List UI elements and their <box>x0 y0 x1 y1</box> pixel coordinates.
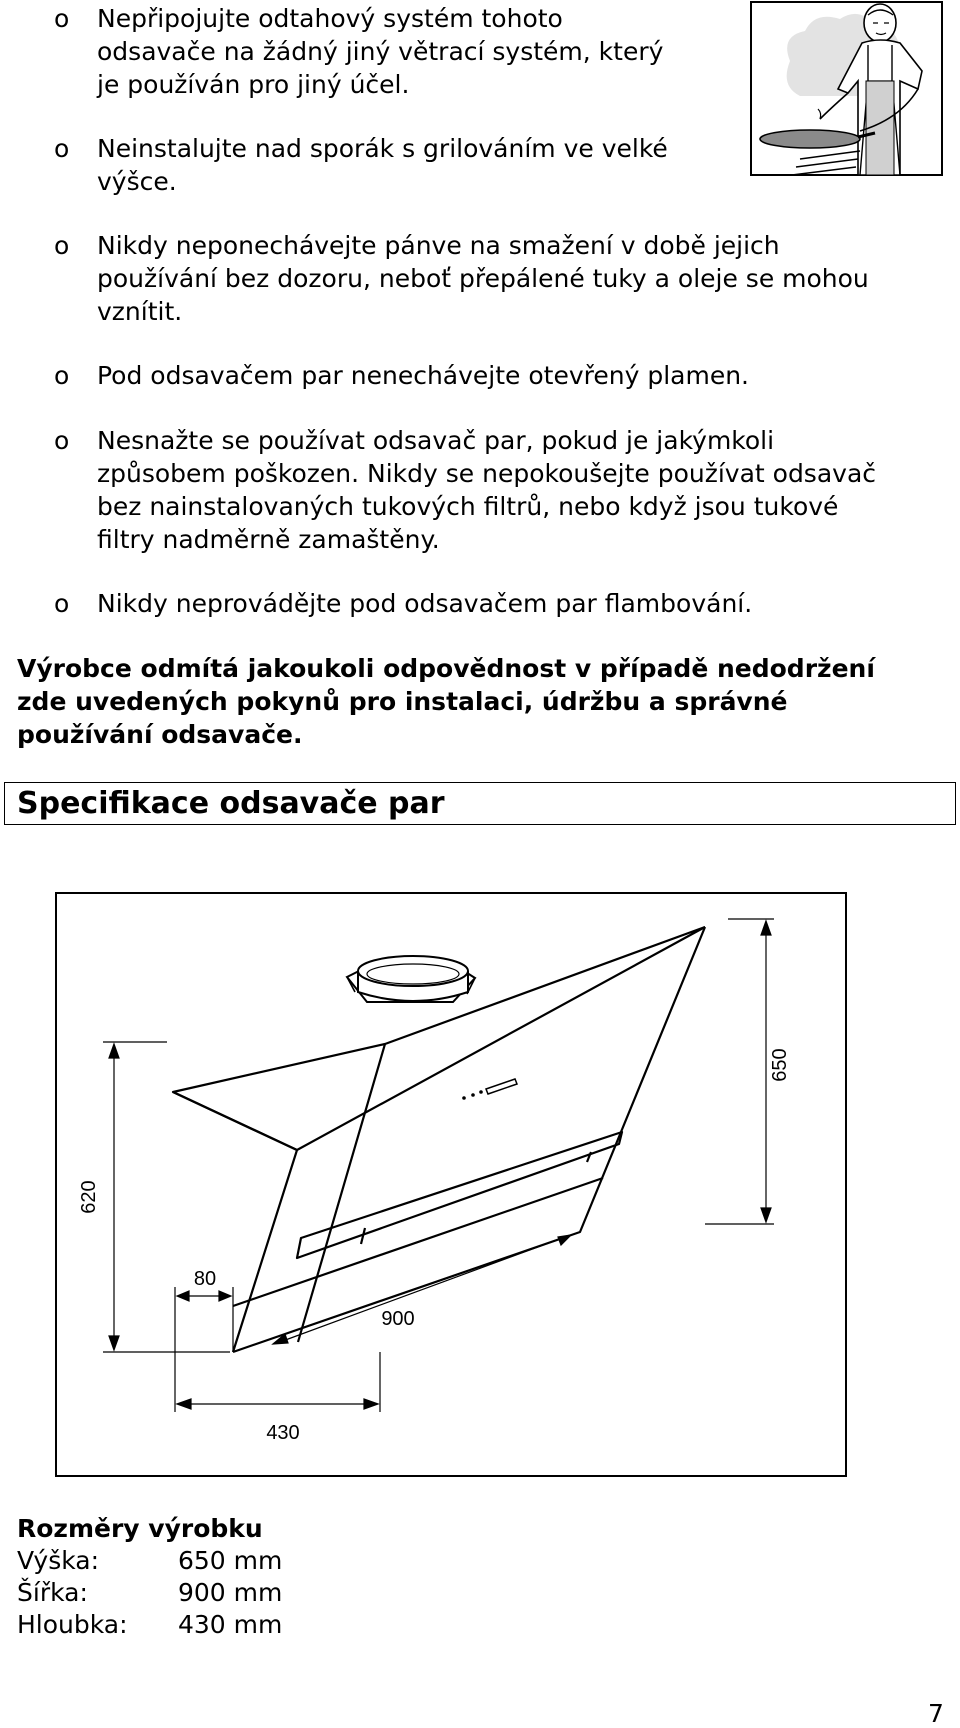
bullet-text: Nikdy neponechávejte pánve na smažení v době jejich používání bez dozoru, neboť přepálené tuky a oleje se mohou vznítit. <box>97 231 869 326</box>
cooker-hood-drawing <box>55 892 847 1477</box>
dim-label-height-front: 620 <box>78 1180 100 1214</box>
section-title: Specifikace odsavače par <box>17 786 445 821</box>
dimension-label: Výška: <box>17 1546 100 1575</box>
dimension-value: 430 mm <box>178 1610 283 1639</box>
bullet-text: Nesnažte se používat odsavač par, pokud je jakýmkoli způsobem poškozen. Nikdy se nepokoušejte používat odsavač bez nainstalovaných tukových filtrů, nebo když jsou tukové filtry nadměrně zamaštěny. <box>97 426 877 554</box>
cook-icon <box>750 1 943 176</box>
bullet-marker: o <box>54 589 70 618</box>
manufacturer-disclaimer: Výrobce odmítá jakoukoli odpovědnost v případě nedodržení zde uvedených pokynů pro instalaci, údržbu a správné používání odsavače. <box>17 654 875 749</box>
dimension-label: Šířka: <box>17 1578 88 1607</box>
product-dimensions <box>17 1512 282 1641</box>
bullet-marker: o <box>54 361 70 390</box>
section-header <box>4 782 956 825</box>
dimension-value: 650 mm <box>178 1546 283 1575</box>
bullet-marker: o <box>54 134 70 163</box>
cook-with-pan-illustration <box>750 1 943 176</box>
dimension-row <box>17 1609 282 1641</box>
dimension-value: 900 mm <box>178 1578 283 1607</box>
bullet-text: Nikdy neprovádějte pod odsavačem par flambování. <box>97 589 753 618</box>
dimension-row <box>17 1577 282 1609</box>
bullet-marker: o <box>54 426 70 455</box>
hood-dimension-diagram <box>55 892 847 1477</box>
bullet-marker: o <box>54 4 70 33</box>
dimension-label: Hloubka: <box>17 1610 128 1639</box>
dim-label-depth: 430 <box>266 1422 300 1444</box>
dim-label-height-total: 650 <box>769 1048 791 1082</box>
bullet-text: Neinstalujte nad sporák s grilováním ve velké výšce. <box>97 134 668 196</box>
page-number: 7 <box>928 1699 944 1728</box>
dimensions-title: Rozměry výrobku <box>17 1514 263 1543</box>
chimney-collar <box>347 956 475 1002</box>
dim-label-lip: 80 <box>193 1268 217 1290</box>
bullet-text: Nepřipojujte odtahový systém tohoto odsavače na žádný jiný větrací systém, který je používán pro jiný účel. <box>97 4 664 99</box>
dimension-row <box>17 1545 282 1577</box>
bullet-text: Pod odsavačem par nenechávejte otevřený plamen. <box>97 361 750 390</box>
dim-label-width: 900 <box>381 1308 415 1330</box>
bullet-marker: o <box>54 231 70 260</box>
